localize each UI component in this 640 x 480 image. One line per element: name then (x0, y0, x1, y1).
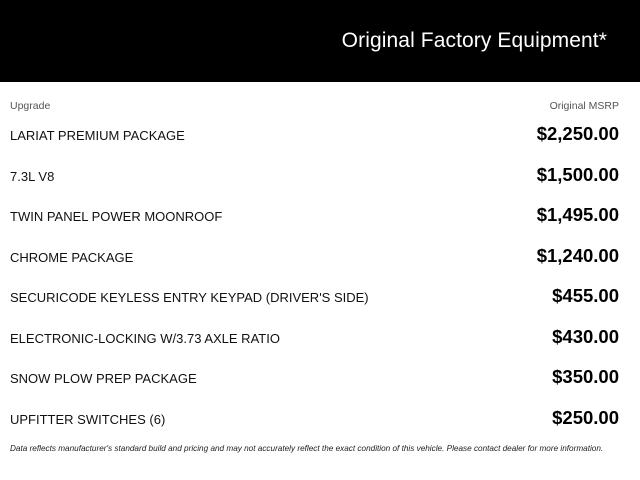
table-row (0, 244, 640, 285)
table-row (0, 365, 640, 406)
column-header-upgrade: Upgrade (10, 100, 51, 112)
table-row (0, 122, 640, 163)
column-header-msrp: Original MSRP (549, 100, 619, 112)
upgrade-name: CHROME PACKAGE (10, 249, 134, 265)
table-row (0, 284, 640, 325)
upgrade-name: 7.3L V8 (10, 168, 55, 184)
upgrade-price: $2,250.00 (536, 123, 619, 144)
table-row (0, 163, 640, 204)
upgrade-name: TWIN PANEL POWER MOONROOF (10, 209, 223, 224)
equipment-table (0, 82, 640, 446)
table-row (0, 203, 640, 244)
table-row (0, 406, 640, 447)
upgrade-price: $350.00 (552, 366, 619, 387)
table-row (0, 325, 640, 366)
table-header (0, 82, 640, 122)
upgrade-name: SECURICODE KEYLESS ENTRY KEYPAD (DRIVER'S SIDE) (10, 290, 369, 305)
upgrade-price: $1,500.00 (536, 163, 619, 185)
upgrade-name: ELECTRONIC-LOCKING W/3.73 AXLE RATIO (10, 330, 280, 346)
upgrade-name: LARIAT PREMIUM PACKAGE (10, 128, 185, 143)
upgrade-price: $455.00 (552, 285, 619, 306)
page-title: Original Factory Equipment* (341, 29, 607, 52)
upgrade-price: $1,240.00 (536, 244, 619, 266)
page-header (0, 0, 640, 82)
disclaimer-text: Data reflects manufacturer's standard build and pricing and may not accurately reflect the exact condition of this vehicle. Please contact dealer for more information. (10, 444, 604, 453)
upgrade-price: $1,495.00 (536, 204, 619, 225)
upgrade-price: $430.00 (552, 325, 619, 347)
upgrade-name: SNOW PLOW PREP PACKAGE (10, 371, 197, 386)
upgrade-price: $250.00 (552, 406, 619, 428)
upgrade-name: UPFITTER SWITCHES (6) (10, 411, 166, 427)
